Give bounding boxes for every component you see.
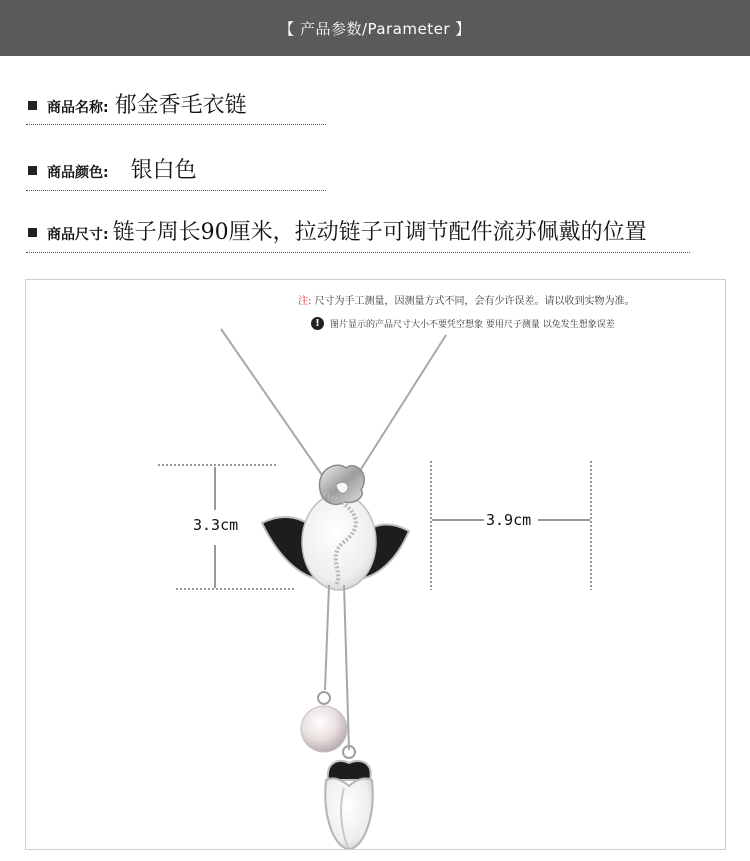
tulip-necklace-illustration [26,280,725,849]
square-bullet-icon [28,101,37,110]
warning-icon: ! [311,317,324,330]
param-label: 商品尺寸: [47,227,109,243]
param-value: 郁金香毛衣链 [114,93,247,118]
measurement-note [298,292,635,307]
note-prefix: 注: [298,296,312,307]
param-row-size [28,215,647,246]
dotted-divider [26,190,326,191]
tulip-pendant [262,465,409,590]
dotted-divider [26,124,326,125]
dotted-divider [26,252,690,253]
param-row-name [28,88,247,119]
param-label: 商品名称: [47,100,109,116]
parameter-banner [0,0,750,56]
pearl-charm [301,692,347,752]
product-photo [25,279,726,850]
small-tulip-charm [325,746,372,849]
height-dimension-label: 3.3cm [193,516,239,534]
square-bullet-icon [28,166,37,175]
param-value: 银白色 [130,158,197,183]
param-label: 商品颜色: [47,165,109,181]
note-text: 尺寸为手工测量，因测量方式不同，会有少许误差。请以收到实物为准。 [314,296,635,307]
param-row-color [28,153,197,184]
width-dimension-label: 3.9cm [486,511,532,529]
warning-note [311,317,615,330]
chain [221,329,446,488]
warning-text: 图片显示的产品尺寸大小不要凭空想象 要用尺子测量 以免发生想象误差 [330,320,615,330]
square-bullet-icon [28,228,37,237]
banner-title: 【 产品参数/Parameter 】 [279,19,471,38]
param-value: 链子周长90厘米，拉动链子可调节配件流苏佩戴的位置 [112,220,647,245]
